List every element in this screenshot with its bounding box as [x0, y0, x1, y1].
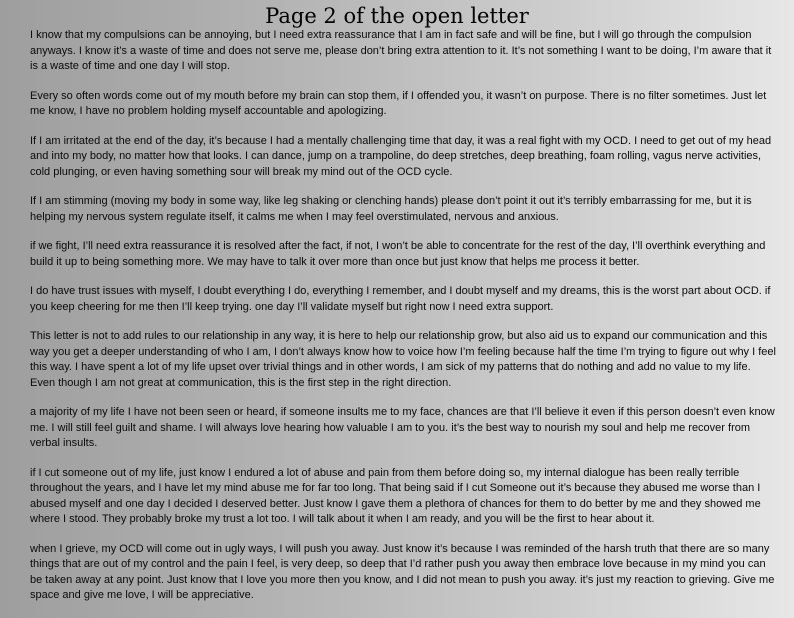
paragraph: if I cut someone out of my life, just know I endured a lot of abuse and pain from them before doing so, my internal dialogue has been really terrible throughout the years, and I have let my mind abuse me for far too long. That being said if I cut Someone out it’s because they abused me worse than I abused myself and one day I decided I deserved better. Just know I gave them a plethora of chances for them to do better by me and they showed me where I stood. They probably broke my trust a lot too. I will talk about it when I am ready, and you will be the first to hear about it.	[30, 466, 761, 525]
paragraph: This letter is not to add rules to our relationship in any way, it is here to help our relationship grow, but also aid us to expand our communication and this way you get a deeper understanding of who I am, I don’t always know how to voice how I’m feeling because half the time I’m trying to figure out why I feel this way. I have spent a lot of my life upset over trivial things and in other words, I am sick of my patterns that do nothing and add no value to my life. Even though I am not great at communication, this is the first step in the right direction.	[30, 330, 776, 389]
page-title: Page 2 of the open letter	[265, 4, 529, 28]
paragraph: I do have trust issues with myself, I doubt everything I do, everything I remember, and I doubt myself and my dreams, this is the worst part about OCD. if you keep cheering for me then I’ll keep trying. one day I’ll validate myself but right now I need extra support.	[30, 285, 771, 313]
paragraph: If I am irritated at the end of the day, it’s because I had a mentally challenging time that day, it was a real fight with my OCD. I need to get out of my head and into my body, no matter how that looks. I can dance, jump on a trampoline, do deep stretches, deep breathing, foam rolling, vagus nerve activities, cold plunging, or even having something sour will break my mind out of the OCD cycle.	[30, 134, 772, 178]
paragraph: Every so often words come out of my mouth before my brain can stop them, if I offended you, it wasn’t on purpose. There is no filter sometimes. Just let me know, I have no problem holding myself accountable and apologizing.	[30, 89, 767, 117]
paragraph: a majority of my life I have not been seen or heard, if someone insults me to my face, chances are that I’ll believe it even if this person doesn’t even know me. I will still feel guilt and shame. I will always love hearing how valuable I am to you. it’s the best way to nourish my soul and help me recover from verbal insults.	[30, 406, 775, 449]
paragraph: I know that my compulsions can be annoying, but I need extra reassurance that I am in fact safe and will be fine, but I will go through the compulsion anyways. I know it’s a waste of time and does not serve me, please don’t bring extra attention to it. It’s not something I want to be doing, I’m aware that it is a waste of time and one day I will stop.	[30, 29, 772, 72]
letter-body	[30, 28, 778, 618]
paragraph: If I am stimming (moving my body in some way, like leg shaking or clenching hands) please don’t point it out it’s terribly embarrassing for me, but it is helping my nervous system regulate itself, it calms me when I may feel overstimulated, nervous and anxious.	[30, 195, 752, 223]
paragraph: when I grieve, my OCD will come out in ugly ways, I will push you away. Just know it’s because I was reminded of the harsh truth that there are so many things that are out of my control and the pain I feel, is very deep, so deep that I’d rather push you away then embrace love because in my mind you can be taken away at any point. Just know that I love you more then you know, and I did not mean to push you away. it’s just my reaction to grieving. Give me space and give me love, I will be appreciative.	[30, 542, 775, 601]
paragraph: if we fight, I’ll need extra reassurance it is resolved after the fact, if not, I won’t be able to concentrate for the rest of the day, I’ll overthink everything and build it up to being something more. We may have to talk it over more than once but just know that helps me process it better.	[30, 240, 766, 268]
